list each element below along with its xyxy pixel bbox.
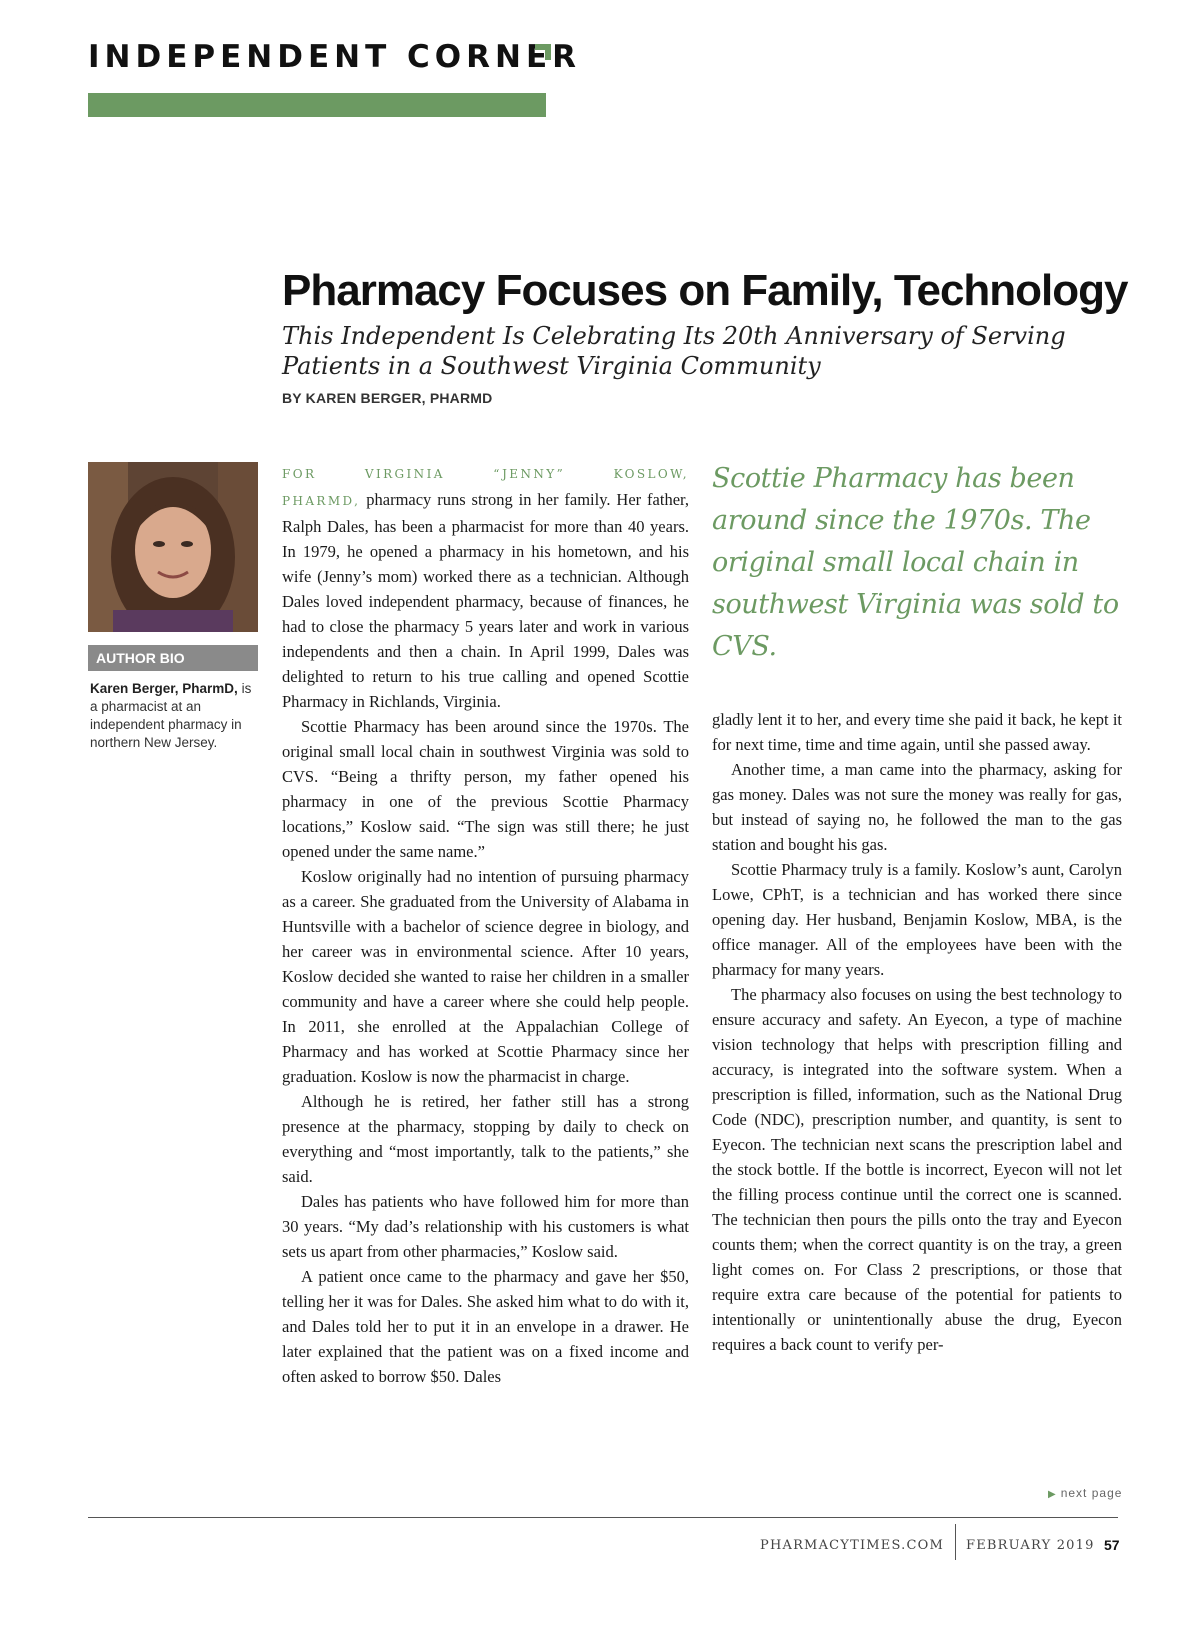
article-subhead: This Independent Is Celebrating Its 20th Anniversary of Serving Patients in a Southwest Virginia Community [282, 322, 1066, 380]
footer-divider [955, 1524, 956, 1560]
section-title: INDEPENDENT CORNER [88, 39, 581, 75]
article-paragraph [282, 460, 689, 714]
article-paragraph: The pharmacy also focuses on using the best technology to ensure accuracy and safety. An Eyecon, a type of machine vision technology that helps with prescription filling and accuracy, is integrated into the software system. When a prescription is filled, information, such as the National Drug Code (NDC), prescription number, and quantity, is sent to Eyecon. The technician next scans the prescription label and the stock bottle. If the bottle is incorrect, Eyecon will not let the filling process continue until the correct one is scanned. The technician then pours the pills onto the tray and Eyecon counts them; when the correct quantity is on the tray, a green light comes on. For Class 2 prescriptions, or those that require extra care because of the potential for patients to intentionally or unintentionally abuse the drug, Eyecon requires a back count to verify per- [712, 985, 1122, 1354]
section-header [88, 39, 581, 75]
lead-in: FOR VIRGINIA “JENNY” KOSLOW, PHARMD, [282, 467, 689, 508]
author-bio [90, 680, 260, 752]
next-page-label: next page [1060, 1486, 1123, 1500]
article-paragraph: Scottie Pharmacy has been around since the 1970s. The original small local chain in southwest Virginia was sold to CVS. “Being a thrifty person, my father opened his pharmacy in one of the previous Scottie Pharmacy locations,” Koslow said. “The sign was still there; he just opened under the same name.” [282, 717, 689, 861]
pull-quote: Scottie Pharmacy has been around since the 1970s. The original small local chain in southwest Virginia was sold to CVS. [712, 463, 1119, 662]
page-number: 57 [1104, 1537, 1120, 1553]
article-paragraph: Koslow originally had no intention of pursuing pharmacy as a career. She graduated from the University of Alabama in Huntsville with a bachelor of science degree in biology, and her career was in environmental science. After 10 years, Koslow decided she wanted to raise her children in a smaller community and have a career where she could help people. In 2011, she enrolled at the Appalachian College of Pharmacy and has worked at Scottie Pharmacy since her graduation. Koslow is now the pharmacist in charge. [282, 867, 689, 1086]
next-page-link[interactable] [1048, 1486, 1122, 1500]
author-name: Karen Berger, PharmD, [90, 681, 238, 696]
article-column-right [712, 707, 1122, 1357]
author-bio-label: AUTHOR BIO [88, 645, 258, 671]
first-paragraph-text: pharmacy runs strong in her family. Her father, Ralph Dales, has been a pharmacist for more than 40 years. In 1979, he opened a pharmacy in his hometown, and his wife (Jenny’s mom) worked there as a technician. Although Dales loved independent pharmacy, because of finances, he had to close the pharmacy 5 years later and work in various independents and then a chain. In April 1999, Dales was delighted to return to his true calling and opened Scottie Pharmacy in Richlands, Virginia. [282, 490, 689, 711]
author-photo [88, 462, 258, 632]
article-paragraph: A patient once came to the pharmacy and gave her $50, telling her it was for Dales. She asked him what to do with it, and Dales told her to put it in an envelope in a drawer. He later explained that the patient was on a fixed income and often asked to borrow $50. Dales [282, 1267, 689, 1386]
article-paragraph: Scottie Pharmacy truly is a family. Koslow’s aunt, Carolyn Lowe, CPhT, is a technician and has worked there since opening day. Her husband, Benjamin Koslow, MBA, is the office manager. All of the employees have been with the pharmacy for many years. [712, 860, 1122, 979]
footer-rule [88, 1517, 1118, 1518]
footer-site: PHARMACYTIMES.COM [760, 1538, 944, 1553]
page-footer [760, 1534, 1125, 1556]
article-paragraph: Although he is retired, her father still has a strong presence at the pharmacy, stopping by daily to check on everything and “most importantly, talk to the patients,” she said. [282, 1092, 689, 1186]
article-paragraph: Dales has patients who have followed him for more than 30 years. “My dad’s relationship with his customers is what sets us apart from other pharmacies,” Koslow said. [282, 1192, 689, 1261]
footer-issue: FEBRUARY 2019 [966, 1538, 1095, 1553]
article-paragraph: gladly lent it to her, and every time she paid it back, he kept it for next time, time and time again, until she passed away. [712, 710, 1122, 754]
author-portrait-icon [88, 462, 258, 632]
author-bio-text: is a pharmacist at an independent pharmacy in northern New Jersey. [90, 681, 252, 750]
section-accent-bar [88, 93, 546, 117]
article-byline: BY KAREN BERGER, PHARMD [282, 390, 493, 406]
article-headline: Pharmacy Focuses on Family, Technology [282, 266, 1128, 315]
article-paragraph: Another time, a man came into the pharmacy, asking for gas money. Dales was not sure the money was really for gas, but instead of saying no, he followed the man to the gas station and bought his gas. [712, 760, 1122, 854]
article-column-left [282, 460, 689, 1389]
corner-mark-decoration [535, 44, 551, 60]
triangle-right-icon: ▶ [1048, 1489, 1057, 1500]
